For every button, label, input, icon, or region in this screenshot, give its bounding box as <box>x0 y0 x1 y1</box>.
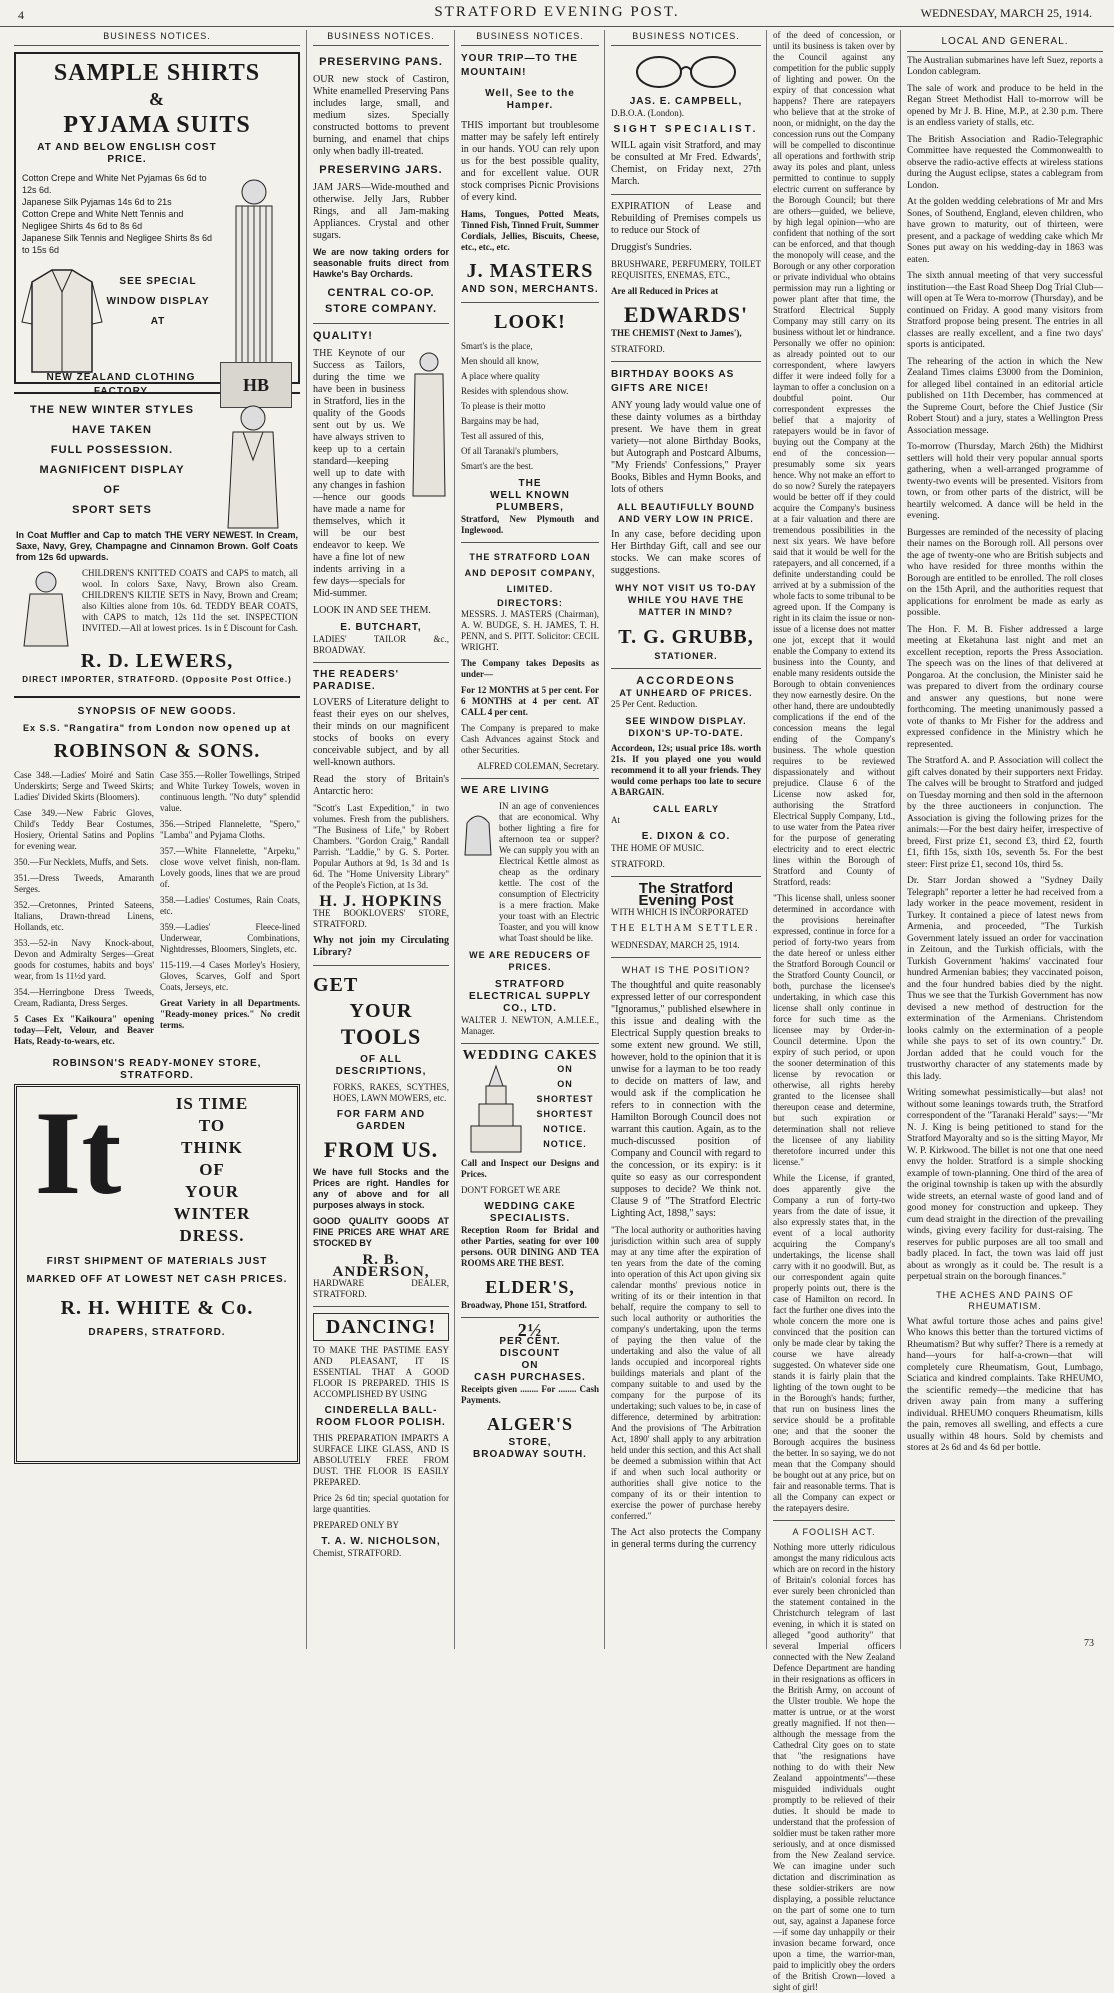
product-name: CINDERELLA BALL-ROOM FLOOR POLISH. <box>316 1405 446 1428</box>
article-title: A FOOLISH ACT. <box>792 1527 876 1537</box>
ad-note: WHY NOT VISIT US TO-DAY WHILE YOU HAVE THE MATTER IN MIND? <box>615 583 757 617</box>
article-paragraph: The Act also protects the Company in general terms during the currency <box>611 1527 761 1550</box>
cake-side-text: SHORTEST <box>536 1109 594 1119</box>
footer-number: 73 <box>1084 1638 1094 1649</box>
ad-head: SYNOPSIS OF NEW GOODS. <box>77 706 237 717</box>
headline: TO <box>198 1116 226 1135</box>
headline: ON <box>521 1360 539 1371</box>
ad-body: EXPIRATION of Lease and Rebuilding of Premises compels us to reduce our Stock of <box>611 201 761 236</box>
nameplate-sub: THE ELTHAM SETTLER. <box>611 923 760 934</box>
headline: SPORT SETS <box>72 504 152 516</box>
column-header: BUSINESS NOTICES. <box>611 30 761 46</box>
ad-title-2: PYJAMA SUITS <box>63 112 251 138</box>
acrostic-line: Smart's are the best. <box>461 461 534 471</box>
advertiser-name: ALGER'S <box>486 1414 574 1434</box>
manager: WALTER J. NEWTON, A.M.I.E.E., Manager. <box>461 1015 599 1036</box>
ad-body: THIS important but troublesome matter may be safely left entirely in our hands. YOU can rely upon us for the best possible quality, and for excellent value. OUR stock comprises Picnic Provisions of every kind. <box>461 120 599 203</box>
column-header: BUSINESS NOTICES. <box>14 30 300 46</box>
ad-title: ACCORDEONS <box>636 675 736 687</box>
electric-kettle-illustration <box>461 801 495 861</box>
headline: DISCOUNT <box>499 1348 561 1359</box>
ad-title: SIGHT SPECIALIST. <box>613 124 759 135</box>
headline: OF <box>199 1160 225 1179</box>
advertiser-sub: STATIONER. <box>654 651 718 661</box>
headline: FOR FARM AND GARDEN <box>336 1109 426 1132</box>
sundries-list: BRUSHWARE, PERFUMERY, TOILET REQUISITES, ENEMAS, ETC., <box>611 259 761 280</box>
advertiser-sub: STORE, <box>508 1437 552 1448</box>
ad-subtitle: WEDDING CAKE SPECIALISTS. <box>484 1201 576 1224</box>
tool-list: FORKS, RAKES, SCYTHES, HOES, LAWN MOWERS, etc. <box>333 1082 449 1103</box>
ad-body: IN an age of conveniences that are economical. Why bother lighting a fire for afternoon tea or supper? We can supply you with an Electrical Kettle almost as cheap as the ordinary kettle. The cost of the consumption of Electricity is a mere fraction. Make your toast with an Electric Toaster, and you will know what Toast should be like. <box>499 801 599 943</box>
advertiser-address: THE BOOKLOVERS' STORE, STRATFORD. <box>313 908 449 929</box>
news-item: To-morrow (Thursday, March 26th) the Midhirst settlers will hold their very popular annual sports gathering, when a well-arranged programme of twenty-two events will be presented. Visitors from town, or from other parts of the district, will be heartily welcomed. A dance will be held in the evening. <box>907 442 1103 521</box>
column-6 <box>900 30 1109 1649</box>
ad-note: WE ARE REDUCERS OF PRICES. <box>469 950 591 972</box>
article-paragraph: "This license shall, unless sooner determined in accordance with the provisions hereinafter expressed, continue in force for a period of forty-two years from the date hereof or unless either the Stratford Borough Council or the Stratford County Council, or both, purchase the licensee's undertaking, in which case this license shall only continue in force for such time as the licensee may by Order-in-Council determine. Upon the expiry of such period, or upon the sooner determination of this license by revocation or otherwise, all rights hereby granted to the licensee shall thereupon cease and determine, but such expiration or determination shall not relieve the licensee of any liability theretofore incurred under this license." <box>773 893 895 1167</box>
ad-subtitle: DIRECTORS: <box>497 598 563 608</box>
article-paragraph: While the License, if granted, does apparently give the Company a run of forty-two years from the date of issue, it also expressly states that, in the event of a local authority acquiring the Company's undertakings, the license shall carry with it no goodwill. But, as our correspondent again quite properly points out, there is the case of Hamilton on record. In fact the further one dives into the whole concern the more one is convinced that the position can only be made clear by taking the course we have already suggested. On whatever side one stands it is fairly plain that the lighting of the town ought to be in the Borough's hands; further, that run on business lines the service should be a profitable one; and that the sooner the Borough acquires the business the better. In so saying, we do not mean that the Company should be bought out at any price, but on fair and reasonable terms. That is all the Company can expect or the ratepayers desire. <box>773 1173 895 1513</box>
secretary: ALFRED COLEMAN, Secretary. <box>477 761 599 771</box>
headline: DRESS. <box>179 1226 245 1245</box>
woman-in-sport-set-illustration <box>208 400 298 530</box>
news-item: What awful torture those aches and pains give! Who knows this better than the tortured victims of Rheumatism? But why suffer? There is a remedy at hand—yours for half-a-crown—that will completely cure Rheumatism, Gout, Lumbago, Sciatica and kindred complaints. Take RHEUMO, the scientific remedy—the medicine that has driven away pain from many a suffering individual. RHEUMO conquers Rheumatism, kills the pain, removes all swelling, and effects a cure usually within 48 hours. Sold by chemists and stores at 2s 6d and 4s 6d per bottle. <box>907 1316 1103 1453</box>
news-item: The British Association and Radio-Telegraphic Committee have requested the Commonwealth to observe the radio-active effects at wireless stations during the August eclipse, states a cablegram from London. <box>907 134 1103 191</box>
headline: LOOK! <box>494 311 566 333</box>
news-item: At the golden wedding celebrations of Mr and Mrs Sones, of Southend, England, eleven children, who have grown to maturity, out of thirteen, were present, and a package of wedding cake which Mr Sones put away on his wedding-day in 1863 was eaten. <box>907 197 1103 265</box>
ad-body: DON'T FORGET WE ARE <box>461 1185 561 1195</box>
advertiser-name: WELL KNOWN PLUMBERS, <box>490 490 570 513</box>
advertiser-name: JAS. E. CAMPBELL, <box>629 96 743 107</box>
ad-title: BIRTHDAY BOOKS AS GIFTS ARE NICE! <box>611 369 735 394</box>
headline: MAGNIFICENT DISPLAY <box>39 464 185 476</box>
ad-note: SEE WINDOW DISPLAY. <box>625 716 747 726</box>
headline: TOOLS <box>340 1024 422 1049</box>
news-item: Burgesses are reminded of the necessity of placing their names on the Borough roll. All persons over the age of twenty-one who are British subjects and who have resided for three months within the Borough are entitled to be enrolled. The roll closes on the 15th April, and the authorities request that applications for enrolment be made as early as possible. <box>907 527 1103 618</box>
ad-body: WILL again visit Stratford, and may be consulted at Mr Fred. Edwards', Chemist, on Friday next, 27th March. <box>611 140 761 187</box>
case-item: 359.—Ladies' Fleece-lined Underwear, Combinations, Nightdresses, Bloomers, Singlets, etc. <box>160 922 300 954</box>
advertiser-name: CENTRAL CO-OP. STORE COMPANY. <box>325 287 437 315</box>
column-2 <box>306 30 455 1649</box>
ad-note: We are now taking orders for seasonable fruits direct from Hawke's Bay Orchards. <box>313 247 449 279</box>
news-item: The Hon. F. M. B. Fisher addressed a large meeting at Eketahuna last night and met an excellent reception, reports the Press Association. The speech was on the lines of that delivered at Pongaroa. At the conclusion, the Minister said he was prepared to divert from the ordinary course and answer any questions, but none were forthcoming. The meeting unanimously passed a vote of thanks to Mr Fisher for the address and expressed confidence in the Ministry which he represented. <box>907 624 1103 750</box>
headline: GET <box>313 974 359 996</box>
price-line: Cotton Crepe and White Nett Tennis and Negligee Shirts 4s 6d to 8s 6d <box>22 209 184 231</box>
ad-body: The Company takes Deposits as under— <box>461 658 599 679</box>
ad-note: DIXON'S UP-TO-DATE. <box>628 728 744 738</box>
news-item: The sixth annual meeting of that very successful institution—the East Road Sheep Dog Trial Club—will open at Te Wera to-morrow (Thursday), and be continued on Friday. A good many visitors from Stratford propose being present. The entries in all classes are really excellent, and a fine two days' sports is anticipated. <box>907 271 1103 350</box>
ad-body: LOVERS of Literature delight to feast their eyes on our shelves, their minds on our magnificent stocks of books on every conceivable subject, and by all well-known authors. <box>313 697 449 768</box>
cake-side-text: ON <box>557 1079 573 1089</box>
ad-title: THE READERS' PARADISE. <box>313 669 400 692</box>
advertiser-name: STRATFORD ELECTRICAL SUPPLY CO., LTD. <box>468 979 592 1014</box>
headline: HAVE TAKEN <box>72 424 152 436</box>
section-header: LOCAL AND GENERAL. <box>907 36 1103 52</box>
ad-note: Why not join my Circulating Library? <box>313 935 449 958</box>
case-item: 353.—52-in Navy Knock-about, Devon and Admiralty Serges—Great goods for costumes, habits and boys' wear, from 1s 11½d yard. <box>14 938 154 981</box>
acrostic-line: To please is their motto <box>461 401 546 411</box>
acrostic-line: Of all Taranaki's plumbers, <box>461 446 559 456</box>
ad-body: THIS PREPARATION IMPARTS A SURFACE LIKE GLASS, AND IS ABSOLUTELY FREE FROM DUST. THE FLOOR IS EASILY PREPARED. <box>313 1433 449 1487</box>
ad-sub: FIRST SHIPMENT OF MATERIALS JUST MARKED OFF AT LOWEST NET CASH PRICES. <box>26 1256 288 1285</box>
price: Price 2s 6d tin; special quotation for large quantities. <box>313 1493 449 1514</box>
ad-amp: & <box>149 89 165 109</box>
headline: OF <box>103 484 121 496</box>
advertiser-name: T. A. W. NICHOLSON, <box>321 1536 441 1547</box>
tailored-man-illustration <box>409 348 449 498</box>
price-line: Cotton Crepe and White Net Pyjamas 6s 6d to 12s 6d. <box>22 173 207 195</box>
ad-body: Read the story of Britain's Antarctic hero: <box>313 774 449 797</box>
article-paragraph: "The local authority or authorities having jurisdiction within such area of supply may at any time after the expiration of ten years from the date of the coming into operation of this Act upon giving six calendar months' previous notice in writing of its or their intention in that behalf, require the company to sell to such local authority or authorities the company's undertaking, upon the terms of paying the then value of the undertaking and also the value of all lands occupied and incorporeal rights buildings materials and plant of the company suitable to and used by the company for the purpose of its undertaking; such values to be, in case of difference, determined by arbitration: And the provisions of 'The Arbitration Act, 1890' shall apply to any arbitration held under this section, and this Act shall be deemed a submission within that Act if and when such local authority or authorities shall give notice to the company of its or their intention to exercise the power of purchase hereby conferred." <box>611 1225 761 1521</box>
news-item: The Australian submarines have left Suez, reports a London cablegram. <box>907 55 1103 77</box>
article-title: WHAT IS THE POSITION? <box>621 965 751 975</box>
nameplate-sub: WITH WHICH IS INCORPORATED <box>611 907 749 917</box>
cake-side-text: NOTICE. <box>543 1139 587 1149</box>
headline: WINTER <box>173 1204 251 1223</box>
advertiser-address: LADIES' TAILOR &c., BROADWAY. <box>313 634 449 655</box>
newspaper-nameplate: The Stratford Evening Post <box>638 880 734 909</box>
ad-title: SAMPLE SHIRTS <box>53 60 261 86</box>
case-item: 354.—Herringbone Dress Tweeds, Cream, Radianta, Dress Serges. <box>14 987 154 1008</box>
column-header: BUSINESS NOTICES. <box>461 30 599 46</box>
ad-body: GOOD QUALITY GOODS AT FINE PRICES ARE WHAT ARE STOCKED BY <box>313 1216 449 1248</box>
sport-set-text: In Coat Muffler and Cap to match THE VERY NEWEST. In Cream, Saxe, Navy, Grey, Champagne and Cinnamon Brown. Golf Coats from 12s 6d upwards. <box>16 530 298 562</box>
advertiser-name: H. J. HOPKINS <box>319 893 443 910</box>
ad-note: CALL EARLY <box>652 804 719 814</box>
ad-subtitle: Druggist's Sundries. <box>611 242 692 253</box>
child-in-coat-illustration <box>16 568 76 648</box>
cake-side-text: ON <box>557 1064 573 1074</box>
column-3 <box>454 30 605 1649</box>
hb-logo: HB <box>220 362 292 408</box>
ad-note: LOOK IN AND SEE THEM. <box>313 605 431 616</box>
headline: THE NEW WINTER STYLES <box>30 404 194 416</box>
ad-body: Call and Inspect our Designs and Prices. <box>461 1158 599 1179</box>
advertiser-address: Chemist, STRATFORD. <box>313 1548 402 1558</box>
column-1 <box>14 30 304 1649</box>
price-line: Japanese Silk Pyjamas 14s 6d to 21s <box>22 197 172 207</box>
ad-title: PRESERVING PANS. <box>319 56 443 68</box>
advertiser-name: EDWARDS' <box>623 302 749 327</box>
advertiser-name: R. B. ANDERSON, <box>332 1252 430 1280</box>
case-item: 356.—Striped Flannelette, "Spero," "Lamba" and Pyjama Cloths. <box>160 819 300 840</box>
headline: PER CENT. <box>499 1336 561 1347</box>
headline: THINK <box>181 1138 243 1157</box>
window-display: SEE SPECIAL WINDOW DISPLAY AT <box>106 276 210 327</box>
headline: YOUR <box>184 1182 240 1201</box>
acrostic-line: A place where quality <box>461 371 540 381</box>
headline: DANCING! <box>313 1313 449 1341</box>
headline: FROM US. <box>323 1137 439 1162</box>
ad-body: Accordeon, 12s; usual price 18s. worth 21s. If you played one you would recommend it to all your friends. They would come perhaps too late to secure A BARGAIN. <box>611 743 761 797</box>
store-footer: ROBINSON'S READY-MONEY STORE, STRATFORD. <box>52 1058 262 1081</box>
cake-side-text: SHORTEST <box>536 1094 594 1104</box>
column-header: BUSINESS NOTICES. <box>313 30 449 46</box>
ad-white <box>14 1084 300 1464</box>
ad-note: At <box>611 815 620 825</box>
advertiser-name: E. BUTCHART, <box>340 622 422 633</box>
advertiser-name: J. MASTERS <box>466 260 594 282</box>
advertiser-name: E. DIXON & CO. <box>641 831 731 842</box>
advertiser-address: DIRECT IMPORTER, STRATFORD. (Opposite Post Office.) <box>22 675 292 684</box>
headline: WEDDING CAKES <box>462 1048 598 1063</box>
case-item: 350.—Fur Necklets, Muffs, and Sets. <box>14 857 149 867</box>
advertiser-name: ELDER'S, <box>485 1277 575 1297</box>
ad-title: QUALITY! <box>313 330 373 342</box>
advertiser-address: STRATFORD. <box>611 859 665 869</box>
ad-note: Are all Reduced in Prices at <box>611 286 719 296</box>
headline: IS TIME <box>175 1094 249 1113</box>
ad-title: YOUR TRIP—TO THE MOUNTAIN! <box>461 53 578 78</box>
ornamental-initial: It <box>34 1086 122 1219</box>
advertiser-name: T. G. GRUBB, <box>618 626 754 648</box>
case-item: 115-119.—4 Cases Morley's Hosiery, Gloves, Scarves, Golf and Sport Coats, Jerseys, etc. <box>160 960 300 992</box>
news-item: Dr. Starr Jordan showed a "Sydney Daily Telegraph" reporter a letter he had received from a lady worker in the peace movement, resident in Turkey. It contained a piece of latest news from Armenia, and proceeded, "The Turkish Government lately issued an order for vaccination in Zeitoun, and the Turkish officials, with the Turkish Government 'hakims' vaccinated four hundred Armenian babies; they vaccinated poison, and the four hundred babies died by the night. Thus we see that the Turkish Government has now devised a new method of destruction for the extermination of the Armenians. Christendom looks calmly on the extermination of a people while she pays to set of its own country." Dr. Jordan added that he could vouch for the trustworthy character of any statements made by this lady. <box>907 876 1103 1082</box>
article-paragraph: Nothing more utterly ridiculous amongst the many ridiculous acts which are on record in the history of Britain's colonial forces has ever surely been chronicled than the statement contained in the Christchurch telegram of last evening, in which it is stated on alleged "good authority" that several Imperial officers connected with the New Zealand Defence Department are handing in their resignations as officers in the British Army, on account of the Ulster trouble. We hope the matter is untrue, or at the worst greatly magnified. If not then—although the message from the Cathedral City goes on to state that "the resignations have nothing to do with their New Zealand appointments"—these misguided individuals ought promptly to be relieved of their duties. It should be made to understand that the profession of soldier must be taken rather more seriously, and at once dismissed from the New Zealand service. We can imagine under such dictation and discrimination as these soldier-strikers are now displaying, a possible reluctance on the part of some one to turn out, say, against a Japanese force—if some day unhappily or their invasion became forward, once upon a time, the warrior-man, paid to implicitly obey the orders of the British Crown—loved a sight of girl! <box>773 1542 895 1992</box>
ad-body: Receipts given ........ For ........ Cash Payments. <box>461 1384 599 1405</box>
childrens-coats-text: CHILDREN'S KNITTED COATS and CAPS to match, all wool. In colors Saxe, Navy, Brown also Cream. CHILDREN'S KILTIE SETS in Navy, Brown and Cream; also Kilties alone from 10s. 6d. TEDDY BEAR COATS, with CAPS to match, 12s 11d the set. INSPECTION INVITED.—All at lowest prices. 1s in £ Discount for Cash. <box>82 568 298 633</box>
acrostic-line: Bargains may be had, <box>461 416 539 426</box>
editorial-date: WEDNESDAY, MARCH 25, 1914. <box>611 940 740 950</box>
ad-body: The Company is prepared to make Cash Advances against Stock and other Securities. <box>461 723 599 755</box>
shirt-illustration <box>22 262 102 382</box>
case-item: 358.—Ladies' Costumes, Rain Coats, etc. <box>160 895 300 916</box>
ad-subtitle: AT UNHEARD OF PRICES. <box>619 688 753 698</box>
advertiser-address: DRAPERS, STRATFORD. <box>88 1327 226 1338</box>
case-item: 352.—Cretonnes, Printed Sateens, Italians, Drawn-thread Linens, Hollands, etc. <box>14 900 154 932</box>
ad-title: WE ARE LIVING <box>461 785 550 796</box>
article-paragraph: of the deed of concession, or until its business is taken over by the Council against any competition for the public supply of lighting and power. On the expiry of that concession what happens? There are ratepayers who believe that at the stroke of noon, or midnight, on the day the concession runs out the Company will be compelled to discontinue all operations and forthwith strip away its poles and plant, unless permitted to continue to supply electric current on sufferance by the Borough Council; but there are others—guided, we believe, by high legal opinion—who are confident that nothing of the sort can be enforced, and that though the monopoly will cease, and the Borough or any other corporation or private individual who obtains permission may run a lighting or power plant after that time, the Stratford Electrical Supply Company may still carry on its business without let or hindrance. Personally we offer no opinion: as already pointed out to our correspondent, where lawyers differ it were indeed folly for a layman to offer a conclusion on a doubtful point. Our correspondent expresses the belief that a majority of ratepayers would be in favor of buying out the Company at the end of the concession—presumably some six years hence. Why not make an effort to do so now? Surely the ratepayers would be better off if they could acquire the Company's business at a fair valuation and there are tremendous possibilities in the next six years. We have before said that it would be well for the ratepayers, and all concerned, if a definite understanding could be arrived at by a submission of the whole facts to some tribunal to be agreed upon. If the Company is right in its claim the issue or non-issue of a license does not matter one jot, except that it would enable the Company to extend its business into the County, and enable many residents outside the Borough to obtain conveniences they now earnestly desire. On the other hand, there are undoubtedly complications if the end of the concession means the legal ending of the Company's business. The whole question requires to be reviewed dispassionately and without prejudice. Clause 6 of the License now asked for, authorising the Stratford Electrical Supply Company, Ltd., to use water from the Patea river for the purpose of generating electricity and to erect electric lines within the Borough of Stratford and County of Stratford, reads: <box>773 30 895 887</box>
book-list: "Scott's Last Expedition," in two volumes. Fresh from the publishers. "The Business of Life," by Robert Chambers. "Gordon Craig," Randall Parrish. "Laddie," by G. S. Porter. Popular Authors at 9d, 1s 3d and 1s 6d. The "Home University Library" of the People's Fiction, at 1s 3d. <box>313 803 449 890</box>
credentials: D.B.O.A. (London). <box>611 108 684 118</box>
ad-note: 25 Per Cent. Reduction. <box>611 699 698 709</box>
headline: YOUR <box>349 1000 413 1022</box>
ad-body: TO MAKE THE PASTIME EASY AND PLEASANT, IT IS ESSENTIAL THAT A GOOD FLOOR IS PREPARED. THIS IS ACCOMPLISHED BY USING <box>313 1345 449 1399</box>
advertiser-sub: THE HOME OF MUSIC. <box>611 843 705 853</box>
ad-lewers <box>14 392 300 698</box>
acrostic-line: Smart's is the place, <box>461 341 533 351</box>
wedding-cake-illustration <box>461 1062 531 1158</box>
ad-body: We have full Stocks and the Prices are right. Handles for any of above and for all purposes always in stock. <box>313 1167 449 1210</box>
page-number: 4 <box>18 8 24 22</box>
price-line: Japanese Silk Tennis and Negligee Shirts 8s 6d to 15s 6d <box>22 233 212 255</box>
case-item: 5 Cases Ex "Kaikoura" opening today—Felt, Velour, and Beaver Hats, Ready-to-wears, etc. <box>14 1014 154 1046</box>
acrostic-line: Men should all know, <box>461 356 539 366</box>
advertiser-sub: AND SON, MERCHANTS. <box>461 284 599 295</box>
store-name: NEW ZEALAND CLOTHING FACTORY <box>46 372 196 397</box>
ad-subtitle: Well, See to the Hamper. <box>485 88 575 111</box>
case-item: Great Variety in all Departments. "Ready-money prices." No credit terms. <box>160 998 300 1030</box>
advertiser-address: Broadway, Phone 151, Stratford. <box>461 1300 587 1310</box>
headline: FULL POSSESSION. <box>50 444 174 456</box>
discount-percent: 2½ <box>517 1320 543 1340</box>
case-item: 351.—Dress Tweeds, Amaranth Serges. <box>14 873 154 894</box>
advertiser-address: STRATFORD. <box>611 344 665 354</box>
spectacles-icon <box>611 52 761 92</box>
case-item: Case 348.—Ladies' Moiré and Satin Underskirts; Serge and Tweed Skirts; Ladies' Divided Skirts (Bloomers). <box>14 770 154 802</box>
ad-sample-shirts <box>14 52 300 397</box>
issue-date: WEDNESDAY, MARCH 25, 1914. <box>920 6 1092 20</box>
case-item: 357.—White Flannelette, "Arpeku," close wove velvet finish, non-flam. Lovely goods, lines that we are proud of. <box>160 846 300 889</box>
directors-list: MESSRS. J. MASTERS (Chairman), A. W. BUDGE, S. H. JAMES, T. H. PENN, and S. PITT. Solicitor: CECIL WRIGHT. <box>461 609 599 652</box>
ad-body: In any case, before deciding upon Her Birthday Gift, call and see our stocks. We can make scores of suggestions. <box>611 529 761 576</box>
acrostic-line: Test all assured of this, <box>461 431 544 441</box>
column-5 <box>766 30 901 1992</box>
ad-robinson <box>14 706 300 1081</box>
ad-note: THE <box>518 478 542 489</box>
provisions-list: Hams, Tongues, Potted Meats, Tinned Fish, Tinned Fruit, Summer Cordials, Jellies, Biscuits, Cheese, etc., etc., etc. <box>461 209 599 252</box>
headline: OF ALL DESCRIPTIONS, <box>335 1054 427 1077</box>
headline: CASH PURCHASES. <box>474 1372 586 1383</box>
ad-note: PREPARED ONLY BY <box>313 1520 399 1530</box>
ad-body: THE Keynote of our Success as Tailors, during the time we have been in business in Stratford, lies in the quality of the Goods sent out by us. We have always striven to keep up to a certain standard—keeping well up to date with any changes in fashion—hence our goods have made a name for themselves, which it will be our best endeavor to keep. We have a fine lot of new indents arriving in a few days—specials for Mid-summer. <box>313 348 405 599</box>
case-item: Case 349.—New Fabric Gloves, Child's Teddy Bear Costumes, Hosiery, Oriental Satins and Poplins for evening wear. <box>14 808 154 851</box>
advertiser-name: ROBINSON & SONS. <box>53 740 261 762</box>
article-title: THE ACHES AND PAINS OF RHEUMATISM. <box>936 1289 1074 1311</box>
ad-body: ANY young lady would value one of these dainty volumes as a birthday present. We have them in great variety—not alone Birthday Books, but Autograph and Postcard Albums, "My Friends' Confessions," Prayer Books, Bibles and Hymn Books, and lots of others <box>611 400 761 495</box>
masthead <box>0 0 1114 27</box>
ad-subtitle: AT AND BELOW ENGLISH COST PRICE. <box>37 142 217 165</box>
news-item: The sale of work and produce to be held in the Regan Street Methodist Hall to-morrow will be opened by Mr J. B. Hine, M.P., at 2.30 p.m. There is an endless variety of stalls, etc. <box>907 83 1103 128</box>
column-4 <box>604 30 767 1649</box>
news-item: The rehearing of the action in which the New Zealand Times claims £3000 from the Dominion, for alleged libel contained in an editorial article published on 11th December, has commenced at the Supreme Court, before the Chief Justice (Sir Robert Stout) and a jury, states a Wellington Press Association message. <box>907 356 1103 436</box>
acrostic-line: Resides with splendous show. <box>461 386 569 396</box>
news-item: The Stratford A. and P. Association will collect the gift calves donated by their supporters next Friday. The calves will be brought to Stratford and judged on Tuesday morning and then sold in the afternoon by the three auctioneers in conjunction. The Association is giving the following prizes for the animals:—For the best dairy heifer, irrespective of breed, First prize £1, second £3, third £2, fourth £1, fifth 15s, sixth 10s, seventh 5s. For the best steer: First prize £1, second 10s, third 5s. <box>907 756 1103 870</box>
ad-body: OUR new stock of Castiron, White enamelled Preserving Pans includes large, small, and medium sizes. Specially constructed bottoms to prevent burning, and enamel that chips only when badly ill-treated. <box>313 74 449 157</box>
deposit-rates: For 12 MONTHS at 5 per cent. For 6 MONTHS at 4 per cent. AT CALL 4 per cent. <box>461 685 599 717</box>
man-in-pyjamas-illustration <box>214 172 292 386</box>
advertiser-name: R. H. WHITE & Co. <box>60 1297 254 1319</box>
advertiser-name: R. D. LEWERS, <box>80 650 234 672</box>
ad-note: ALL BEAUTIFULLY BOUND AND VERY LOW IN PRICE. <box>617 502 755 524</box>
advertiser-address: HARDWARE DEALER, STRATFORD. <box>313 1278 449 1299</box>
ad-body: JAM JARS—Wide-mouthed and otherwise. Jelly Jars, Rubber Rings, and all Jam-making Appliances. Crystal and other sugars. <box>313 182 449 241</box>
advertiser-address: BROADWAY SOUTH. <box>473 1449 587 1460</box>
newspaper-title: STRATFORD EVENING POST. <box>434 4 680 20</box>
ad-title: THE STRATFORD LOAN AND DEPOSIT COMPANY, LIMITED. <box>464 552 596 594</box>
ad-body: Reception Room for Bridal and other Parties, seating for over 100 persons. OUR DINING AND TEA ROOMS ARE THE BEST. <box>461 1225 599 1268</box>
ad-sub: Ex S.S. "Rangatira" from London now opened up at <box>22 723 292 733</box>
case-item: Case 355.—Roller Towellings, Striped and White Turkey Towels, woven in continuous length. "No duty" splendid value. <box>160 770 300 813</box>
article-paragraph: The thoughtful and quite reasonably expressed letter of our correspondent "Ignoramus," published elsewhere in this issue and dealing with the Electrical Supply question breaks to some extent new ground. We still, however, hold to the opinion that it is unwise for a layman to be too ready to decide on matters of law, and would ask if the complication he refers to in connection with the Hamilton Borough Council does not warrant this caution. Again, as to the much-discussed position of Company and Council with regard to the concession, or its expiry: is it quite so easy as our correspondent supposes to decide? We think not. Clause 9 of "The Stratford Electric Lighting Act, 1898," says: <box>611 980 761 1219</box>
advertiser-sub: THE CHEMIST (Next to James'), <box>611 328 742 338</box>
news-item: Writing somewhat pessimistically—but alas! not without some leanings towards truth, the Stratford correspondent of the "Taranaki Herald" says:—"Mr N. J. King is being petitioned to stand for the Stratford Mayoralty and so is the sitting Mayor, Mr W. P. Kirkwood. The billet is not one that one need envy the holder. Stratford is a simple shocking example of town-planning. One third of the area of the original township is taken up with the absurdly wide streets, an eternal waste of good land and of good money for construction and upkeep. They cum dead straight in the direction of the prevailing winds, giving every facility for dust-raising. The reserves for public purposes are all too small and badly placed. In fact, the town was laid off just about as wrongly as it could be. The result is a perpetual strain on the borough finances." <box>907 1088 1103 1282</box>
ad-title: PRESERVING JARS. <box>319 164 443 176</box>
cake-side-text: NOTICE. <box>543 1124 587 1134</box>
advertiser-address: Stratford, New Plymouth and Inglewood. <box>461 514 599 535</box>
